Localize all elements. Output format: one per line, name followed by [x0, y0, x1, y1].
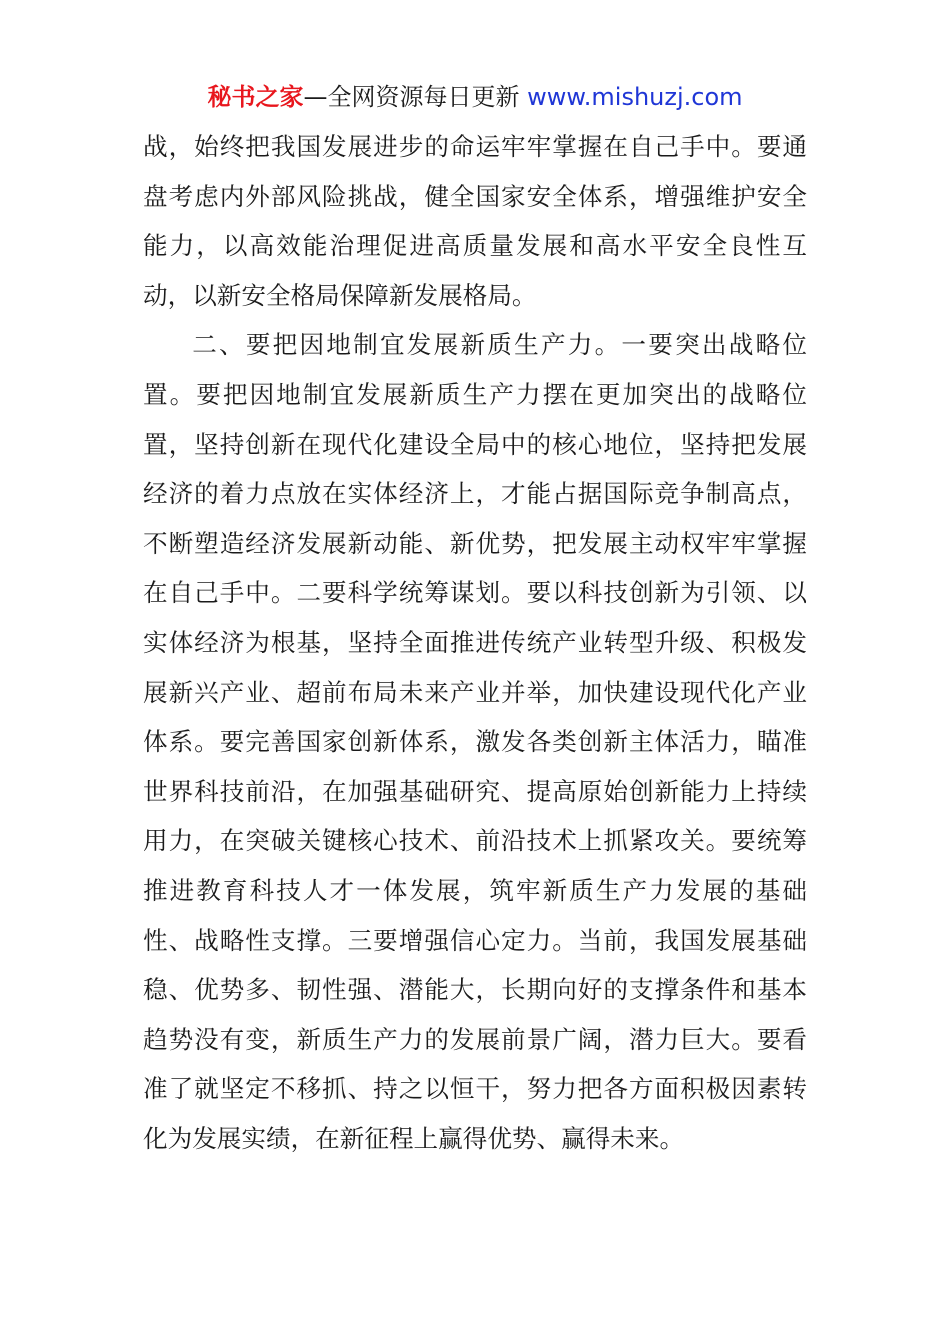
document-body: [143, 122, 807, 1163]
paragraph-section-two: 二、要把因地制宜发展新质生产力。一要突出战略位置。要把因地制宜发展新质生产力摆在更加突出的战略位置，坚持创新在现代化建设全局中的核心地位，坚持把发展经济的着力点放在实体经济上，才能占据国际竞争制高点，不断塑造经济发展新动能、新优势，把发展主动权牢牢掌握在自己手中。二要科学统筹谋划。要以科技创新为引领、以实体经济为根基，坚持全面推进传统产业转型升级、积极发展新兴产业、超前布局未来产业并举，加快建设现代化产业体系。要完善国家创新体系，激发各类创新主体活力，瞄准世界科技前沿，在加强基础研究、提高原始创新能力上持续用力，在突破关键核心技术、前沿技术上抓紧攻关。要统筹推进教育科技人才一体发展，筑牢新质生产力发展的基础性、战略性支撑。三要增强信心定力。当前，我国发展基础稳、优势多、韧性强、潜能大，长期向好的支撑条件和基本趋势没有变，新质生产力的发展前景广阔，潜力巨大。要看准了就坚定不移抓、持之以恒干，努力把各方面积极因素转化为发展实绩，在新征程上赢得优势、赢得未来。: [143, 330, 807, 1153]
site-tagline: —全网资源每日更新: [303, 83, 520, 111]
paragraph-continuation: 战，始终把我国发展进步的命运牢牢掌握在自己手中。要通盘考虑内外部风险挑战，健全国家安全体系，增强维护安全能力，以高效能治理促进高质量发展和高水平安全良性互动，以新安全格局保障新发展格局。: [143, 132, 807, 310]
page-header: [0, 80, 950, 114]
site-url-link[interactable]: www.mishuzj.com: [527, 83, 743, 111]
site-brand: 秘书之家: [207, 83, 304, 111]
